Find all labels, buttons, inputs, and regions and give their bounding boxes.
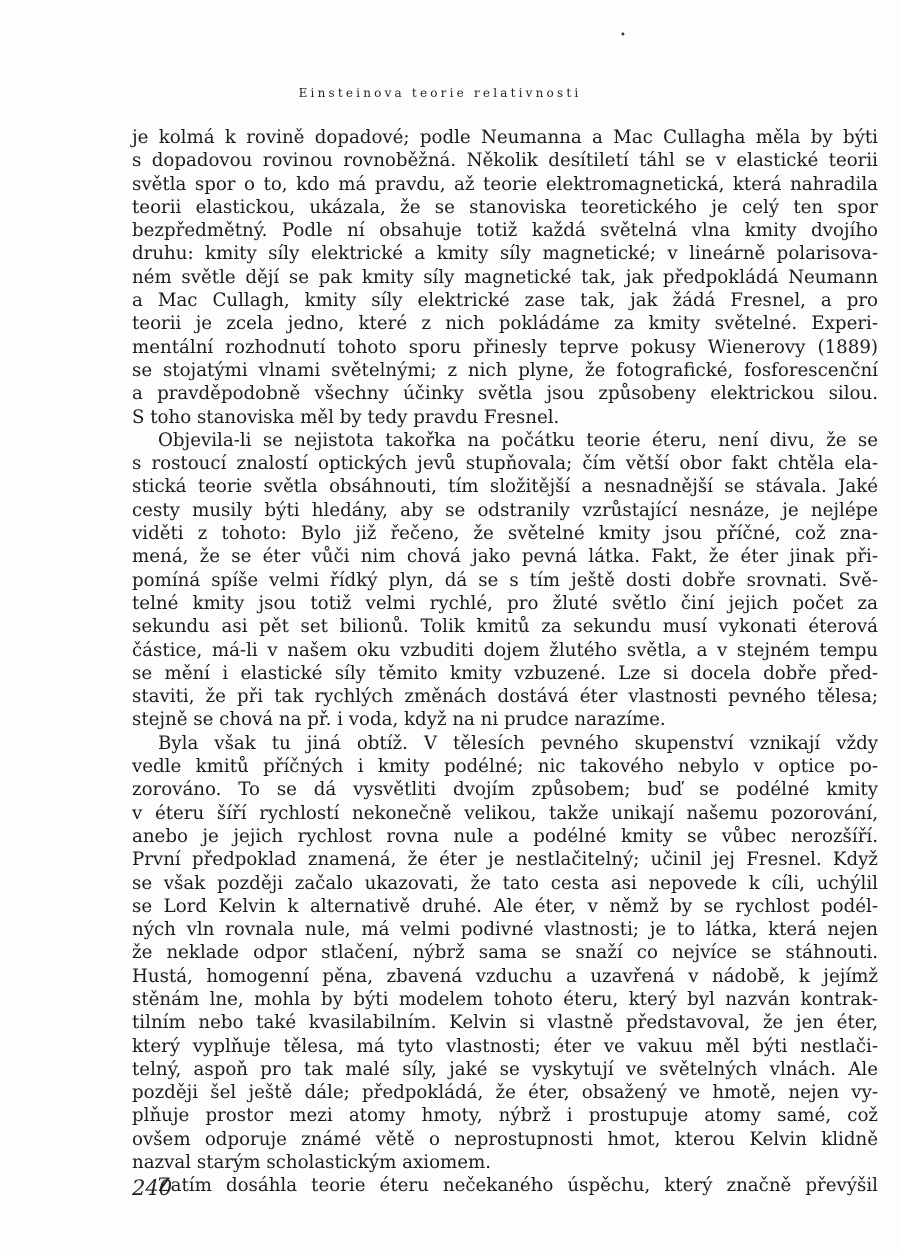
body-text: [132, 126, 878, 1198]
text-line: později šel ještě dále; předpokládá, že éter, obsažený ve hmotě, nejen vy-: [132, 1082, 878, 1104]
text-line: tilním nebo také kvasilabilním. Kelvin si vlastně představoval, že jen éter,: [132, 1012, 878, 1034]
text-line: se však později začalo ukazovati, že tato cesta asi nepovede k cíli, uchýlil: [132, 872, 878, 894]
text-line: vedle kmitů příčných i kmity podélné; nic takového nebylo v optice po-: [132, 756, 878, 778]
text-line: že neklade odpor stlačení, nýbrž sama se snaží co nejvíce se stáhnouti.: [132, 942, 878, 964]
text-line: s rostoucí znalostí optických jevů stupňovala; čím větší obor fakt chtěla ela-: [132, 453, 878, 475]
text-line: pomíná spíše velmi řídký plyn, dá se s tím ještě dosti dobře srovnati. Svě-: [132, 569, 878, 591]
text-line: se Lord Kelvin k alternativě druhé. Ale éter, v němž by se rychlost podél-: [132, 895, 878, 917]
text-line: teorii je zcela jedno, které z nich pokládáme za kmity světelné. Experi-: [132, 313, 878, 335]
text-line: v éteru šíří rychlostí nekonečně velikou, takže unikají našemu pozorování,: [132, 802, 878, 824]
text-line: Byla však tu jiná obtíž. V tělesích pevného skupenství vznikají vždy: [158, 732, 878, 754]
text-line: teorii elastickou, ukázala, že se stanoviska teoretického je celý ten spor: [132, 196, 878, 218]
text-line: anebo je jejich rychlost rovna nule a podélné kmity se vůbec nerozšíří.: [132, 825, 878, 847]
text-line: ných vln rovnala nule, má velmi podivné vlastnosti; je to látka, která nejen: [132, 919, 878, 941]
text-line: je kolmá k rovině dopadové; podle Neumanna a Mac Cullagha měla by býti: [132, 127, 878, 148]
text-line: ovšem odporuje známé větě o neprostupnosti hmot, kterou Kelvin klidně: [132, 1128, 878, 1150]
text-line: který vyplňuje tělesa, má tyto vlastnosti; éter ve vakuu měl býti nestlači-: [132, 1035, 878, 1057]
text-line: částice, má-li v našem oku vzbuditi dojem žlutého světla, a v stejném tempu: [132, 639, 878, 661]
text-line: sekundu asi pět set bilionů. Tolik kmitů za sekundu musí vykonati éterová: [132, 616, 878, 638]
text-line: telné kmity jsou totiž velmi rychlé, pro žluté světlo činí jejich počet za: [132, 592, 878, 614]
text-line: a Mac Cullagh, kmity síly elektrické zase tak, jak žádá Fresnel, a pro: [132, 290, 878, 312]
text-line: staviti, že při tak rychlých změnách dostává éter vlastnosti pevného tělesa;: [132, 686, 878, 708]
text-line: Zatím dosáhla teorie éteru nečekaného úspěchu, který značně převýšil: [158, 1175, 878, 1197]
text-line: stěnám lne, mohla by býti modelem tohoto éteru, který byl nazván kontrak-: [132, 988, 878, 1010]
text-line: mená, že se éter vůči nim chová jako pevná látka. Fakt, že éter jinak při-: [132, 546, 878, 568]
text-line: Objevila-li se nejistota takořka na počátku teorie éteru, není divu, že se: [158, 429, 878, 451]
running-header: Einsteinova teorie relativnosti: [298, 86, 582, 100]
text-line: a pravděpodobně všechny účinky světla jsou způsobeny elektrickou silou.: [132, 383, 878, 405]
page-number: 240: [132, 1176, 173, 1200]
text-line: ném světle dějí se pak kmity síly magnetické tak, jak předpokládá Neumann: [132, 266, 878, 288]
text-line: S toho stanoviska měl by tedy pravdu Fresnel.: [132, 406, 560, 428]
text-line: stická teorie světla obsáhnouti, tím složitější a nesnadnější se stávala. Jaké: [132, 476, 878, 498]
text-line: s dopadovou rovinou rovnoběžná. Několik desítiletí táhl se v elastické teorii: [132, 150, 878, 172]
text-line: plňuje prostor mezi atomy hmoty, nýbrž i prostupuje atomy samé, což: [132, 1105, 878, 1127]
text-line: světla spor o to, kdo má pravdu, až teorie elektromagnetická, která nahradila: [132, 173, 878, 195]
page-mark: •: [620, 30, 626, 41]
text-line: nazval starým scholastickým axiomem.: [132, 1152, 492, 1174]
text-line: Hustá, homogenní pěna, zbavená vzduchu a uzavřená v nádobě, k jejímž: [132, 965, 878, 987]
text-line: cesty musily býti hledány, aby se odstranily vzrůstající nesnáze, je nejlépe: [132, 499, 878, 521]
text-line: zorováno. To se dá vysvětliti dvojím způsobem; buď se podélné kmity: [132, 779, 878, 801]
text-line: druhu: kmity síly elektrické a kmity síly magnetické; v lineárně polarisova-: [132, 243, 878, 265]
text-line: viděti z tohoto: Bylo již řečeno, že světelné kmity jsou příčné, což zna-: [132, 523, 878, 545]
text-line: se mění i elastické síly těmito kmity vzbuzené. Lze si docela dobře před-: [132, 662, 878, 684]
text-line: mentální rozhodnutí tohoto sporu přinesly teprve pokusy Wienerovy (1889): [132, 336, 878, 358]
text-line: telný, aspoň pro tak malé síly, jaké se vyskytují ve světelných vlnách. Ale: [132, 1058, 878, 1080]
text-line: První předpoklad znamená, že éter je nestlačitelný; učinil jej Fresnel. Když: [132, 849, 878, 871]
text-line: stejně se chová na př. i voda, když na ni prudce narazíme.: [132, 709, 666, 731]
text-line: bezpředmětný. Podle ní obsahuje totiž každá světelná vlna kmity dvojího: [132, 220, 878, 242]
text-line: se stojatými vlnami světelnými; z nich plyne, že fotografické, fosforescenční: [132, 359, 878, 381]
